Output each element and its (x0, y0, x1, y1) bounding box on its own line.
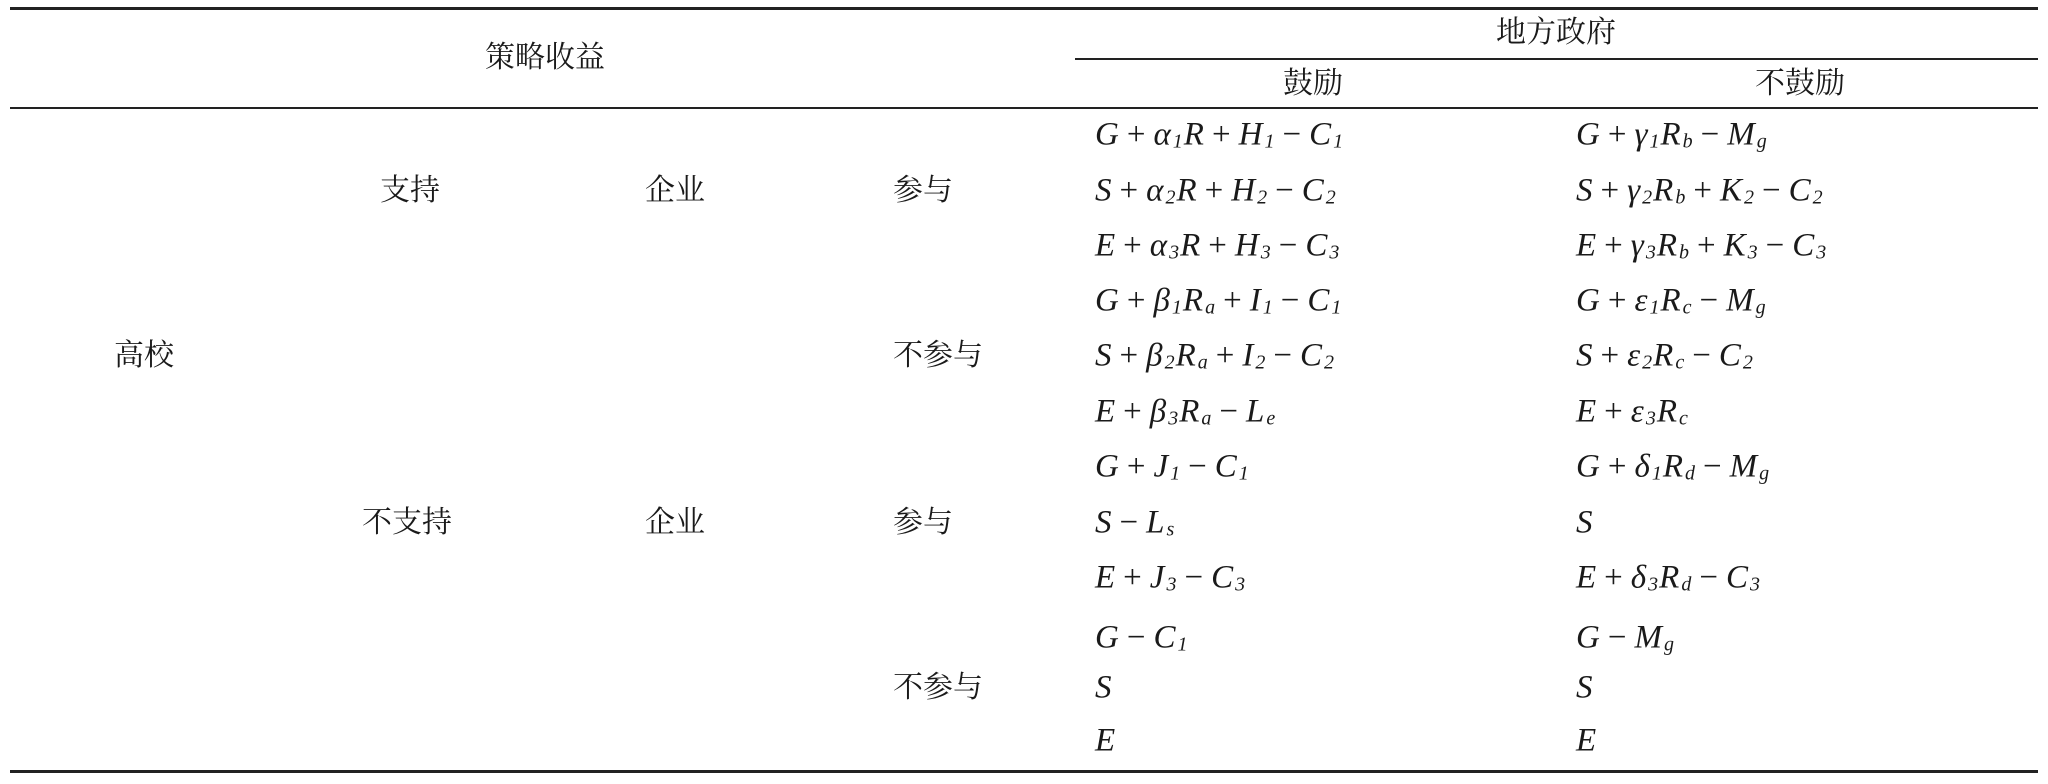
payoff-not-encourage-cell: E (1576, 722, 1598, 759)
not-encourage-column-header: 不鼓励 (1755, 66, 1845, 101)
payoff-encourage-cell: $G + \alpha_1R + H_1 - C_1$ (1095, 116, 1345, 153)
university-label: 高校 (114, 338, 174, 373)
group-rule (1075, 58, 2038, 60)
encourage-column-header: 鼓励 (1283, 66, 1343, 101)
not-participate-label: 不参与 (893, 338, 983, 373)
local-government-header: 地方政府 (1496, 15, 1616, 50)
payoff-encourage-cell: $E + J_3 - C_3$ (1095, 559, 1247, 596)
payoff-not-encourage-cell: $G - M_g$ (1576, 619, 1675, 656)
payoff-encourage-cell: $S + \beta_2R_a + I_2 - C_2$ (1095, 337, 1335, 374)
header-bottom-rule (10, 107, 2038, 109)
payoff-not-encourage-cell: $E + \varepsilon_3R_c$ (1576, 393, 1689, 430)
payoff-not-encourage-cell: $S + \gamma_2R_b + K_2 - C_2$ (1576, 172, 1824, 209)
payoff-encourage-cell: $E + \alpha_3R + H_3 - C_3$ (1095, 227, 1341, 264)
payoff-not-encourage-cell: $E + \delta_3R_d - C_3$ (1576, 559, 1761, 596)
payoff-encourage-cell: $S - L_s$ (1095, 504, 1176, 541)
support-label: 支持 (380, 173, 440, 208)
not-participate-label: 不参与 (893, 670, 983, 705)
payoff-encourage-cell: $G - C_1$ (1095, 619, 1189, 656)
payoff-not-encourage-cell: $S + \varepsilon_2R_c - C_2$ (1576, 337, 1754, 374)
participate-label: 参与 (893, 173, 953, 208)
payoff-not-encourage-cell: $G + \delta_1R_d - M_g$ (1576, 448, 1771, 485)
payoff-encourage-cell: E (1095, 722, 1117, 759)
payoff-encourage-cell: $E + \beta_3R_a - L_e$ (1095, 393, 1277, 430)
payoff-encourage-cell: S (1095, 669, 1113, 706)
participate-label: 参与 (893, 505, 953, 540)
payoff-not-encourage-cell: $G + \gamma_1R_b - M_g$ (1576, 116, 1768, 153)
payoff-encourage-cell: $G + \beta_1R_a + I_1 - C_1$ (1095, 282, 1343, 319)
top-rule (10, 7, 2038, 10)
payoff-not-encourage-cell: $E + \gamma_3R_b + K_3 - C_3$ (1576, 227, 1828, 264)
payoff-not-encourage-cell: S (1576, 504, 1594, 541)
payoff-encourage-cell: $G + J_1 - C_1$ (1095, 448, 1250, 485)
not-support-label: 不支持 (362, 505, 452, 540)
payoff-encourage-cell: $S + \alpha_2R + H_2 - C_2$ (1095, 172, 1337, 209)
enterprise-label: 企业 (645, 505, 705, 540)
table-title: 策略收益 (485, 40, 605, 75)
bottom-rule (10, 770, 2038, 773)
payoff-not-encourage-cell: S (1576, 669, 1594, 706)
enterprise-label: 企业 (645, 173, 705, 208)
payoff-not-encourage-cell: $G + \varepsilon_1R_c - M_g$ (1576, 282, 1767, 319)
